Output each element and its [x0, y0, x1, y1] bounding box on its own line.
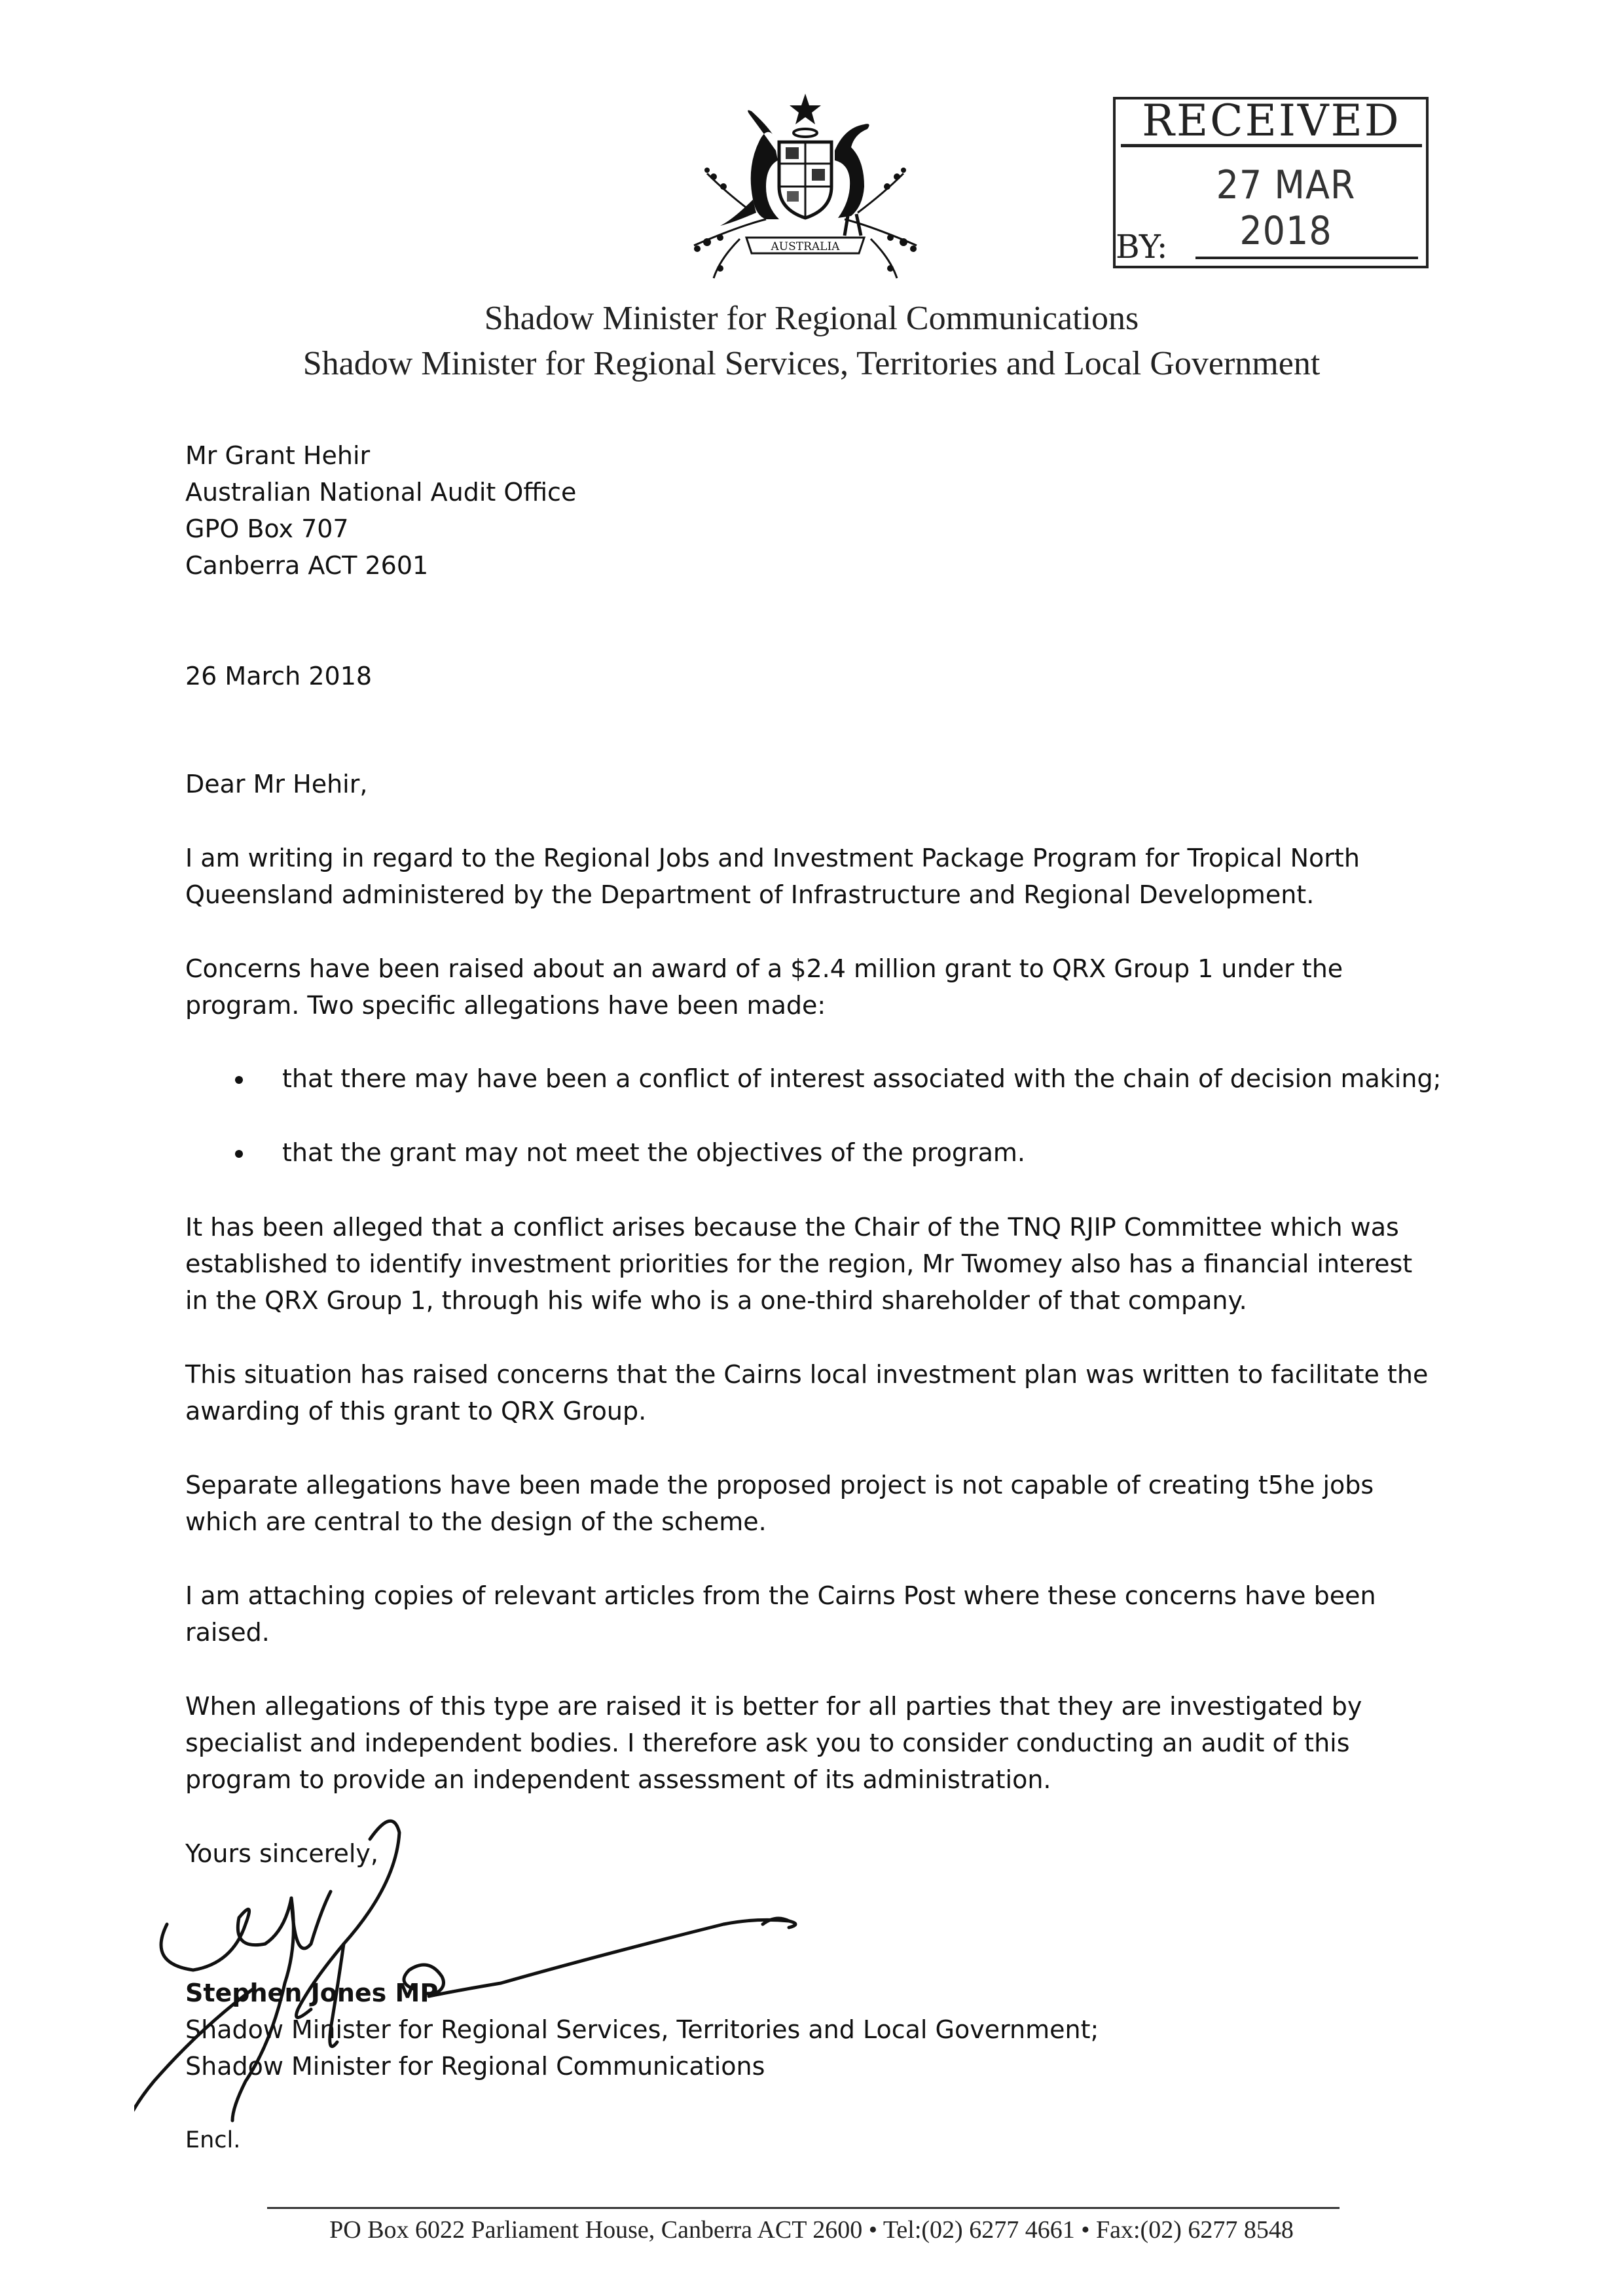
paragraph-line: Separate allegations have been made the proposed project is not capable of creating t5he jobs: [185, 1471, 1374, 1499]
footer-divider: [267, 2207, 1340, 2209]
bullet-icon: [235, 1150, 243, 1158]
paragraph-line: awarding of this grant to QRX Group.: [185, 1397, 647, 1426]
paragraph-line: It has been alleged that a conflict arises because the Chair of the TNQ RJIP Committee which was: [185, 1213, 1399, 1242]
stamp-title: RECEIVED: [1121, 101, 1422, 147]
recipient-line: Mr Grant Hehir: [185, 441, 371, 470]
crest-scroll-text: AUSTRALIA: [771, 240, 840, 253]
paragraph-line: When allegations of this type are raised it is better for all parties that they are investigated by: [185, 1692, 1362, 1721]
received-stamp: [1113, 97, 1429, 268]
paragraph-line: which are central to the design of the scheme.: [185, 1507, 767, 1536]
paragraph-line: program. Two specific allegations have been made:: [185, 991, 826, 1020]
bullet-text: that the grant may not meet the objectives of the program.: [282, 1138, 1025, 1167]
bullet-text: that there may have been a conflict of interest associated with the chain of decision making;: [282, 1064, 1442, 1093]
paragraph-2: [185, 950, 1343, 1024]
stamp-signature-line: [1195, 257, 1418, 259]
recipient-line: GPO Box 707: [185, 514, 349, 543]
paragraph-line: Queensland administered by the Department of Infrastructure and Regional Development.: [185, 880, 1315, 909]
bullet-icon: [235, 1076, 243, 1084]
signatory-role-2: Shadow Minister for Regional Communications: [185, 2052, 765, 2081]
recipient-address: [185, 437, 576, 584]
paragraph-line: I am writing in regard to the Regional Jobs and Investment Package Program for Tropical North: [185, 844, 1360, 872]
handwritten-signature: [134, 1793, 828, 2134]
paragraph-line: established to identify investment priorities for the region, Mr Twomey also has a financial interest: [185, 1249, 1413, 1278]
paragraph-6: [185, 1577, 1376, 1651]
paragraph-5: [185, 1467, 1374, 1540]
paragraph-4: [185, 1356, 1428, 1429]
paragraph-line: specialist and independent bodies. I therefore ask you to consider conducting an audit of this: [185, 1729, 1350, 1757]
recipient-line: Canberra ACT 2601: [185, 551, 429, 580]
enclosure-note: Encl.: [185, 2127, 241, 2153]
letterhead-title-1: Shadow Minister for Regional Communications: [484, 300, 1139, 337]
paragraph-3: [185, 1209, 1412, 1319]
salutation: Dear Mr Hehir,: [185, 770, 368, 798]
closing: Yours sincerely,: [185, 1839, 379, 1868]
paragraph-line: This situation has raised concerns that the Cairns local investment plan was written to facilitate the: [185, 1360, 1429, 1389]
australian-coat-of-arms-icon: [668, 88, 943, 285]
signatory-role-1: Shadow Minister for Regional Services, Territories and Local Government;: [185, 2015, 1099, 2044]
recipient-line: Australian National Audit Office: [185, 478, 577, 507]
paragraph-7: [185, 1688, 1362, 1798]
signatory-name: Stephen Jones MP: [185, 1979, 439, 2007]
paragraph-line: I am attaching copies of relevant articles from the Cairns Post where these concerns have been: [185, 1581, 1376, 1610]
paragraph-line: program to provide an independent assessment of its administration.: [185, 1765, 1051, 1794]
letter-date: 26 March 2018: [185, 662, 373, 691]
paragraph-line: in the QRX Group 1, through his wife who is a one-third shareholder of that company.: [185, 1286, 1247, 1315]
paragraph-line: Concerns have been raised about an award of a $2.4 million grant to QRX Group 1 under the: [185, 954, 1343, 983]
stamp-by-label: BY:: [1116, 228, 1168, 266]
letterhead-title-2: Shadow Minister for Regional Services, Territories and Local Government: [302, 345, 1321, 382]
footer-contact: PO Box 6022 Parliament House, Canberra ACT 2600 • Tel:(02) 6277 4661 • Fax:(02) 6277 8548: [329, 2216, 1294, 2244]
stamp-date: 27 MAR 2018: [1216, 162, 1356, 254]
paragraph-1: [185, 840, 1360, 913]
paragraph-line: raised.: [185, 1618, 270, 1647]
